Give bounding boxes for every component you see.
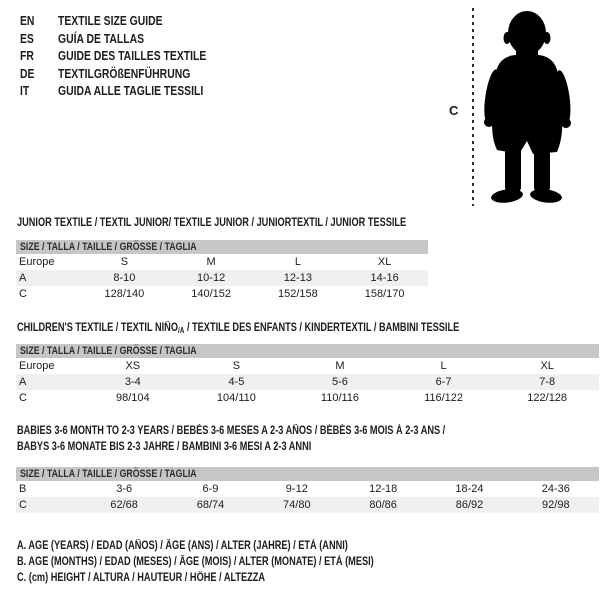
babies-section-title-line1: BABIES 3-6 MONTH TO 2-3 YEARS / BEBÉS 3-6 MESES A 2-3 AÑOS / BÉBÉS 3-6 MOIS À 2-3 ANS / [17, 425, 446, 437]
language-code: ES [20, 30, 34, 46]
size-cell: 18-24 [455, 483, 484, 495]
size-cell: 3-6 [116, 483, 133, 495]
size-cell: 98/104 [115, 392, 150, 404]
size-cell: L [440, 360, 447, 372]
size-cell: M [335, 360, 345, 372]
language-label: TEXTILE SIZE GUIDE [58, 13, 163, 29]
junior-section-title: JUNIOR TEXTILE / TEXTIL JUNIOR/ TEXTILE JUNIOR / JUNIORTEXTIL / JUNIOR TESSILE [17, 217, 407, 229]
language-label: GUIDE DES TAILLES TEXTILE [58, 48, 207, 64]
size-cell: 86/92 [455, 499, 484, 511]
measure-c-label: C [449, 103, 459, 118]
size-cell: 6-9 [202, 483, 219, 495]
size-cell: 116/122 [424, 392, 464, 404]
language-code: IT [20, 83, 30, 99]
language-row [20, 82, 243, 100]
size-cell: 158/170 [364, 288, 405, 300]
row-label: C [19, 288, 27, 300]
size-cell: 62/68 [110, 499, 138, 511]
table-row [16, 374, 599, 390]
row-label: Europe [19, 360, 55, 372]
language-row [20, 47, 243, 65]
language-code: EN [20, 13, 35, 29]
language-row [20, 65, 243, 83]
language-label: TEXTILGRÖßENFÜHRUNG [58, 65, 191, 81]
height-measure-line [472, 8, 474, 206]
size-cell: 24-36 [541, 483, 570, 495]
toddler-silhouette-icon [480, 8, 576, 206]
size-cell: 12-13 [283, 272, 312, 284]
row-label: Europe [19, 256, 55, 268]
legend-line-a: A. AGE (YEARS) / EDAD (AÑOS) / ÂGE (ANS) / ALTER (JAHRE) / ETÀ (ANNI) [17, 540, 348, 552]
size-cell: 80/86 [369, 499, 397, 511]
table-row [16, 390, 599, 406]
size-cell: 12-18 [369, 483, 398, 495]
size-cell: 92/98 [542, 499, 570, 511]
table-row [16, 358, 599, 374]
language-code: DE [20, 65, 35, 81]
size-cell: 128/140 [104, 288, 145, 300]
size-cell: 122/128 [527, 392, 568, 404]
size-cell: 74/80 [283, 499, 311, 511]
table-row [16, 286, 428, 302]
size-cell: L [294, 256, 301, 268]
junior-size-table [16, 240, 428, 302]
legend-line-b: B. AGE (MONTHS) / EDAD (MESES) / ÂGE (MOIS) / ALTER (MONATE) / ETÀ (MESI) [17, 556, 374, 568]
size-cell: 68/74 [196, 499, 225, 511]
size-cell: XS [125, 360, 141, 372]
size-cell: 152/158 [277, 288, 318, 300]
babies-size-table [16, 467, 599, 513]
size-header-bar: SIZE / TALLA / TAILLE / GRÖSSE / TAGLIA [16, 467, 599, 481]
size-cell: M [206, 256, 216, 268]
size-cell: 10-12 [197, 272, 226, 284]
language-row [20, 12, 243, 30]
language-label: GUIDA ALLE TAGLIE TESSILI [58, 83, 204, 99]
size-cell: 110/116 [320, 392, 360, 404]
size-cell: 4-5 [228, 376, 245, 388]
babies-section-title-line2: BABYS 3-6 MONATE BIS 2-3 JAHRE / BAMBINI 3-6 MESI A 2-3 ANNI [17, 441, 312, 453]
childrens-size-table [16, 344, 599, 406]
size-cell: 5-6 [332, 376, 348, 388]
size-cell: 6-7 [435, 376, 452, 388]
size-cell: XL [377, 256, 392, 268]
size-cell: 14-16 [370, 272, 399, 284]
language-code: FR [20, 48, 34, 64]
row-label: C [19, 392, 27, 404]
size-header-bar: SIZE / TALLA / TAILLE / GRÖSSE / TAGLIA [16, 344, 599, 358]
row-label: A [19, 376, 27, 388]
language-row [20, 30, 243, 48]
size-header-bar: SIZE / TALLA / TAILLE / GRÖSSE / TAGLIA [16, 240, 428, 254]
table-row [16, 254, 428, 270]
table-row [16, 270, 428, 286]
size-cell: 9-12 [285, 483, 308, 495]
size-cell: 7-8 [539, 376, 556, 388]
size-cell: S [120, 256, 129, 268]
legend-line-c: C. (cm) HEIGHT / ALTURA / HAUTEUR / HÖHE / ALTEZZA [17, 572, 266, 584]
table-row [16, 481, 599, 497]
language-list [20, 12, 243, 100]
size-cell: XL [540, 360, 554, 372]
row-label: C [19, 499, 27, 511]
row-label: A [19, 272, 27, 284]
childrens-section-title: CHILDREN'S TEXTILE / TEXTIL NIÑO/A / TEXTILE DES ENFANTS / KINDERTEXTIL / BAMBINI TESSILE [17, 322, 460, 335]
size-cell: 8-10 [113, 272, 136, 284]
measurement-legend [17, 538, 463, 586]
size-cell: 104/110 [216, 392, 256, 404]
size-cell: 140/152 [191, 288, 231, 300]
language-label: GUÍA DE TALLAS [58, 30, 145, 46]
size-cell: 3-4 [124, 376, 141, 388]
size-cell: S [232, 360, 241, 372]
table-row [16, 497, 599, 513]
row-label: B [19, 483, 27, 495]
